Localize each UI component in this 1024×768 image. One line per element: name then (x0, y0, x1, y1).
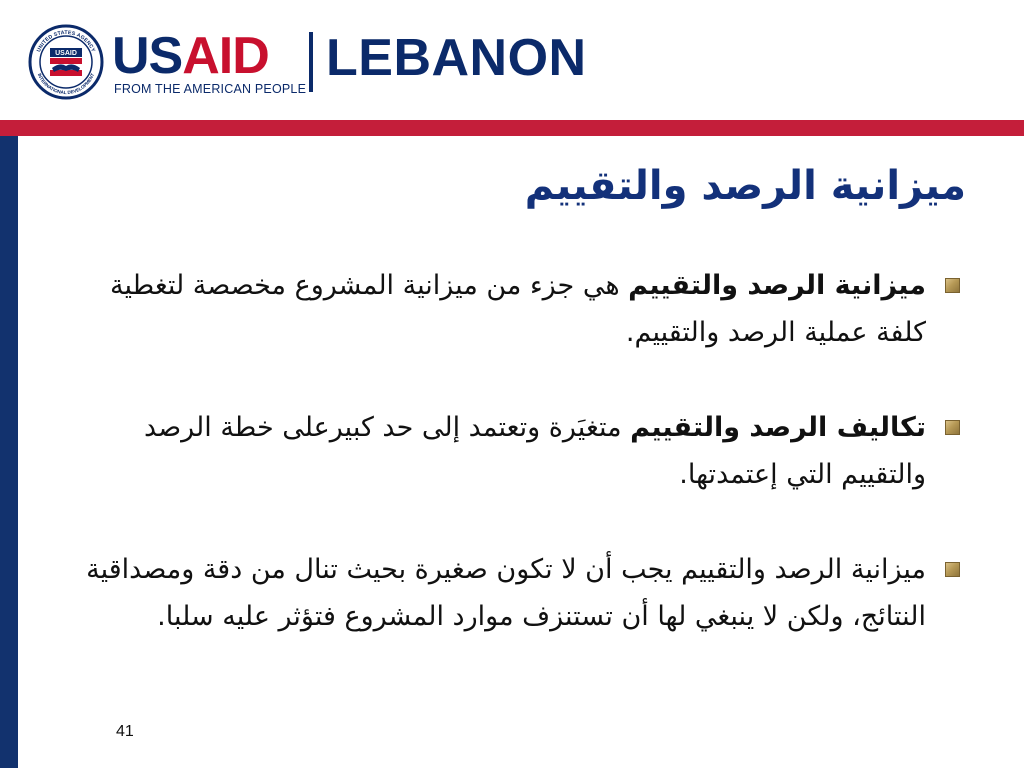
country-name: LEBANON (326, 29, 587, 87)
bullet-square-icon (945, 278, 960, 293)
bullet-item-2 (84, 404, 964, 498)
logo-tagline: FROM THE AMERICAN PEOPLE (114, 82, 307, 96)
page-number: 41 (116, 723, 134, 740)
usaid-seal-icon (28, 24, 104, 100)
handshake-icon (50, 58, 82, 76)
usaid-logotype (112, 28, 269, 84)
slide-title: ميزانية الرصد والتقييم (524, 163, 966, 209)
bullet-square-icon (945, 562, 960, 577)
seal-center-text: USAID (55, 50, 77, 57)
bullet-item-1 (84, 262, 964, 356)
bullet-1-text: هي جزء من ميزانية المشروع مخصصة لتغطية كلفة عملية الرصد والتقييم. (110, 270, 926, 348)
logo-divider (309, 32, 313, 92)
bullet-item-3 (84, 546, 964, 640)
seal-top-text: UNITED STATES AGENCY (36, 29, 96, 54)
left-side-bar (0, 136, 18, 768)
header (0, 0, 1024, 120)
logo-prefix: US (112, 27, 183, 85)
header-red-band (0, 120, 1024, 136)
seal-bottom-text: INTERNATIONAL DEVELOPMENT (36, 72, 96, 96)
bullet-3-text: ميزانية الرصد والتقييم يجب أن لا تكون صغيرة بحيث تنال من دقة ومصداقية النتائج، ولكن لا ينبغي لها أن تستنزف موارد المشروع فتؤثر عليه سلبا. (86, 554, 926, 632)
logo-suffix: AID (182, 27, 269, 85)
bullet-2-text: متغيَرة وتعتمد إلى حد كبيرعلى خطة الرصد والتقييم التي إعتمدتها. (144, 412, 926, 490)
bullet-1-bold: ميزانية الرصد والتقييم (628, 270, 926, 301)
bullet-square-icon (945, 420, 960, 435)
bullet-list (84, 262, 964, 640)
bullet-2-bold: تكاليف الرصد والتقييم (630, 412, 926, 443)
